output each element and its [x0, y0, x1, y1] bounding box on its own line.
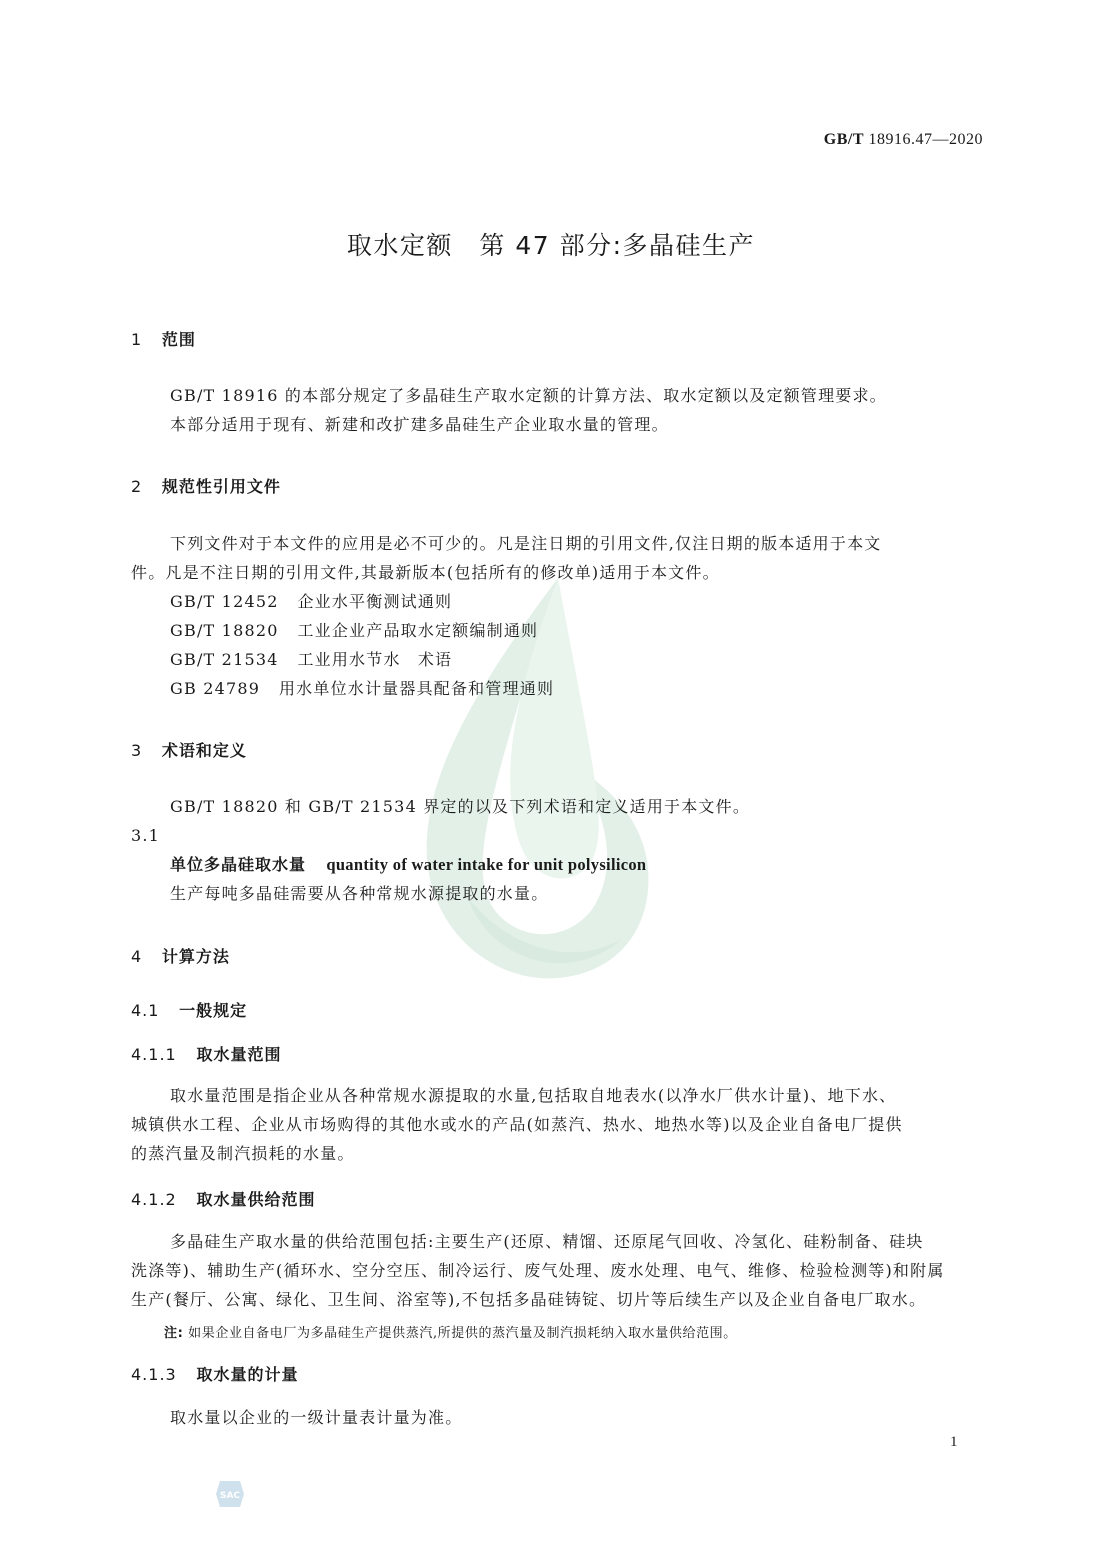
note-text: 如果企业自备电厂为多晶硅生产提供蒸汽,所提供的蒸汽量及制汽损耗纳入取水量供给范围。: [188, 1326, 737, 1341]
term-chinese: 单位多晶硅取水量: [170, 855, 307, 874]
paragraph: 城镇供水工程、企业从市场购得的其他水或水的产品(如蒸汽、热水、地热水等)以及企业自备电厂提供: [131, 1115, 903, 1134]
paragraph: 件。凡是不注日期的引用文件,其最新版本(包括所有的修改单)适用于本文件。: [131, 563, 720, 582]
section-title: 范围: [161, 330, 196, 349]
subsection-4-1-heading: [131, 998, 247, 1021]
reference-title: 企业水平衡测试通则: [297, 592, 453, 611]
paragraph: 下列文件对于本文件的应用是必不可少的。凡是注日期的引用文件,仅注日期的版本适用于本文: [170, 534, 882, 553]
subsection-title: 取水量的计量: [196, 1365, 299, 1384]
standard-prefix: GB/T: [823, 131, 864, 148]
standard-number: 18916.47—2020: [868, 131, 983, 148]
section-title: 计算方法: [161, 947, 230, 966]
reference-code: GB/T 12452: [170, 592, 279, 611]
sac-logo-icon: [214, 1479, 246, 1509]
section-2-heading: [131, 474, 281, 497]
reference-item: [170, 674, 554, 703]
paragraph: 取水量以企业的一级计量表计量为准。: [170, 1408, 463, 1427]
standard-code: [824, 131, 983, 149]
section-number: 1: [131, 330, 143, 349]
subsection-number: 4.1.2: [131, 1190, 177, 1209]
reference-code: GB/T 21534: [170, 650, 279, 669]
term-entry: [170, 852, 646, 875]
paragraph: 生产(餐厅、公寓、绿化、卫生间、浴室等),不包括多晶硅铸锭、切片等后续生产以及企业自备电厂取水。: [131, 1290, 927, 1309]
subsection-number: 4.1.3: [131, 1365, 177, 1384]
section-title: 术语和定义: [161, 741, 247, 760]
subsection-title: 一般规定: [179, 1001, 248, 1020]
section-1-heading: [131, 327, 196, 350]
document-title: 取水定额 第 47 部分:多晶硅生产: [346, 231, 756, 260]
paragraph: 取水量范围是指企业从各种常规水源提取的水量,包括取自地表水(以净水厂供水计量)、地下水、: [170, 1086, 897, 1105]
section-3-heading: [131, 738, 247, 761]
reference-code: GB/T 18820: [170, 621, 279, 640]
subsection-title: 取水量供给范围: [196, 1190, 316, 1209]
paragraph: 本部分适用于现有、新建和改扩建多晶硅生产企业取水量的管理。: [170, 415, 669, 434]
note-label: 注:: [164, 1326, 184, 1341]
page-number: 1: [950, 1434, 958, 1450]
reference-title: 工业用水节水 术语: [297, 650, 453, 669]
subsection-number: 4.1.1: [131, 1045, 177, 1064]
reference-item: [170, 645, 452, 674]
paragraph: 洗涤等)、辅助生产(循环水、空分空压、制冷运行、废气处理、废水处理、电气、维修、检验检测等)和附属: [131, 1261, 945, 1280]
section-number: 4: [131, 947, 143, 966]
term-english: quantity of water intake for unit polysilicon: [326, 855, 647, 874]
reference-title: 用水单位水计量器具配备和管理通则: [278, 679, 555, 698]
paragraph: GB/T 18820 和 GB/T 21534 界定的以及下列术语和定义适用于本文件。: [170, 797, 751, 816]
subsection-4-1-3-heading: [131, 1362, 298, 1385]
term-number: 3.1: [131, 826, 161, 845]
section-number: 2: [131, 477, 143, 496]
section-number: 3: [131, 741, 143, 760]
subsection-title: 取水量范围: [196, 1045, 282, 1064]
subsection-4-1-2-heading: [131, 1187, 315, 1210]
reference-code: GB 24789: [170, 679, 261, 698]
paragraph: GB/T 18916 的本部分规定了多晶硅生产取水定额的计算方法、取水定额以及定额管理要求。: [170, 386, 887, 405]
reference-item: [170, 587, 452, 616]
reference-item: [170, 616, 538, 645]
paragraph: 多晶硅生产取水量的供给范围包括:主要生产(还原、精馏、还原尾气回收、冷氢化、硅粉制备、硅块: [170, 1232, 924, 1251]
note: [164, 1322, 737, 1341]
section-4-heading: [131, 944, 230, 967]
subsection-4-1-1-heading: [131, 1042, 281, 1065]
sac-logo-text: SAC: [219, 1491, 241, 1501]
section-title: 规范性引用文件: [161, 477, 281, 496]
paragraph: 的蒸汽量及制汽损耗的水量。: [131, 1144, 355, 1163]
subsection-number: 4.1: [131, 1001, 160, 1020]
reference-title: 工业企业产品取水定额编制通则: [297, 621, 539, 640]
term-definition: 生产每吨多晶硅需要从各种常规水源提取的水量。: [170, 884, 549, 903]
